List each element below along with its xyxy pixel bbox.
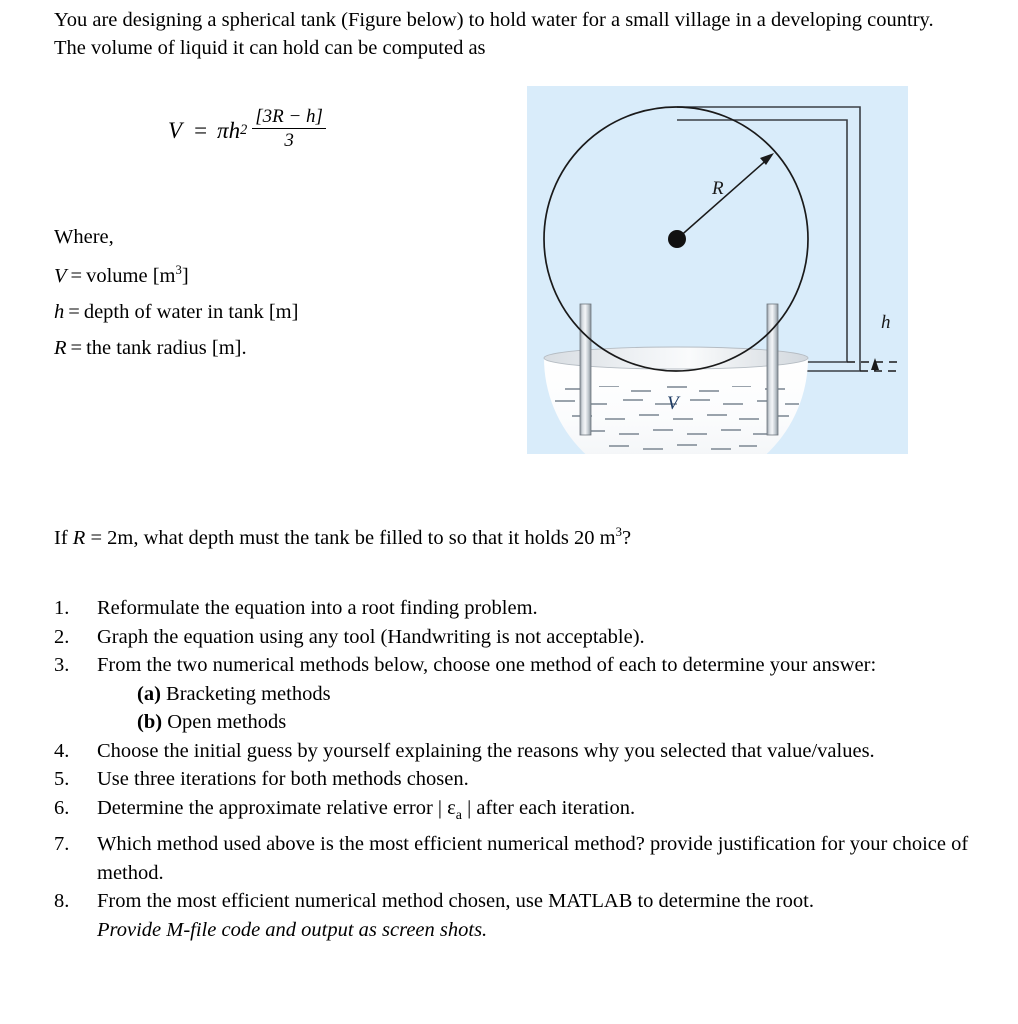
- task-item-1: [54, 594, 1004, 623]
- task-text: Reformulate the equation into a root finding problem.: [97, 597, 538, 619]
- task-text: Graph the equation using any tool (Handwriting is not acceptable).: [97, 625, 645, 648]
- task-text-post: | after each iteration.: [461, 796, 636, 819]
- definition-equals: =: [70, 264, 83, 287]
- task-text: Use three iterations for both methods chosen.: [97, 768, 469, 790]
- sub-item-text: Bracketing methods: [166, 682, 331, 705]
- task-text: From the two numerical methods below, choose one method of each to determine your answer:: [97, 654, 877, 676]
- task-item-6: [54, 794, 1004, 831]
- task-number: 2.: [54, 625, 70, 648]
- task-text-pre: Determine the approximate relative error |: [97, 796, 448, 819]
- task-number: 5.: [54, 768, 70, 790]
- task-number: 3.: [54, 654, 70, 676]
- question-superscript: 3: [615, 525, 622, 539]
- sub-item-a: [137, 680, 1004, 709]
- formula-denominator: 3: [284, 130, 294, 152]
- task-text: From the most efficient numerical method chosen, use MATLAB to determine the root.: [97, 890, 814, 913]
- task-list: [54, 594, 1004, 944]
- task-number: 8.: [54, 890, 70, 913]
- formula-numerator: [3R − h]: [255, 106, 323, 127]
- tank-leg-left: [580, 304, 591, 435]
- task-item-3: [54, 651, 1004, 737]
- definition-text: volume [m: [86, 264, 176, 287]
- depth-label: h: [881, 312, 891, 333]
- where-label: Where,: [54, 226, 114, 248]
- task-number: 1.: [54, 597, 70, 619]
- spherical-tank-figure: [527, 86, 908, 454]
- question-post: ?: [621, 526, 632, 549]
- formula-equals: =: [194, 117, 208, 143]
- radius-label: R: [712, 178, 724, 199]
- task-text: Which method used above is the most efficient numerical method? provide justification for your choice of method.: [97, 833, 969, 884]
- definition-symbol: R: [54, 336, 67, 359]
- task-number: 6.: [54, 796, 70, 819]
- task-item-4: [54, 737, 1004, 766]
- intro-paragraph: You are designing a spherical tank (Figure below) to hold water for a small village in a developing country. The volume of liquid it can hold can be computed as: [54, 9, 934, 59]
- formula-h-exponent: 2: [240, 122, 248, 139]
- formula-h: h: [228, 117, 241, 143]
- question-line: [54, 525, 631, 550]
- epsilon-symbol: [447, 796, 462, 823]
- volume-formula: [168, 108, 326, 153]
- formula-lhs: V: [168, 117, 183, 143]
- task-3-sublist: [97, 680, 1004, 737]
- definition-symbol: V: [54, 264, 67, 287]
- question-pre: If: [54, 526, 73, 549]
- task-text: Choose the initial guess by yourself explaining the reasons why you selected that value/values.: [97, 739, 875, 762]
- task-number: 7.: [54, 833, 70, 856]
- definition-equals: =: [70, 336, 83, 359]
- question-variable: R: [72, 526, 86, 549]
- definition-tail: ]: [181, 264, 189, 287]
- sphere-center-dot: [668, 230, 686, 248]
- volume-label: V: [667, 393, 679, 414]
- sub-item-b: [137, 708, 1004, 737]
- definition-depth: [54, 294, 298, 330]
- definition-text: the tank radius [m].: [86, 336, 247, 359]
- task-number: 4.: [54, 739, 70, 762]
- sub-item-label: (a): [137, 682, 161, 705]
- task-item-5: [54, 765, 1004, 794]
- task-item-7: [54, 830, 1004, 887]
- sub-item-label: (b): [137, 711, 163, 733]
- formula-fraction: [252, 107, 326, 152]
- definition-text: depth of water in tank [m]: [83, 300, 299, 323]
- epsilon-glyph: ε: [447, 796, 456, 819]
- task-item-8: [54, 887, 1004, 944]
- epsilon-subscript: a: [455, 807, 462, 823]
- sub-item-text: Open methods: [167, 711, 287, 733]
- where-block: [54, 222, 298, 366]
- definition-symbol: h: [54, 300, 65, 323]
- question-mid: = 2m, what depth must the tank be filled to so that it holds 20 m: [85, 526, 616, 549]
- task-8-italic-note: Provide M-file code and output as screen shots.: [97, 918, 488, 941]
- definition-superscript: 3: [175, 263, 182, 277]
- definition-radius: [54, 330, 298, 366]
- definition-volume: [54, 252, 298, 294]
- definition-equals: =: [68, 300, 80, 323]
- task-item-2: [54, 623, 1004, 652]
- formula-pi: π: [217, 117, 229, 143]
